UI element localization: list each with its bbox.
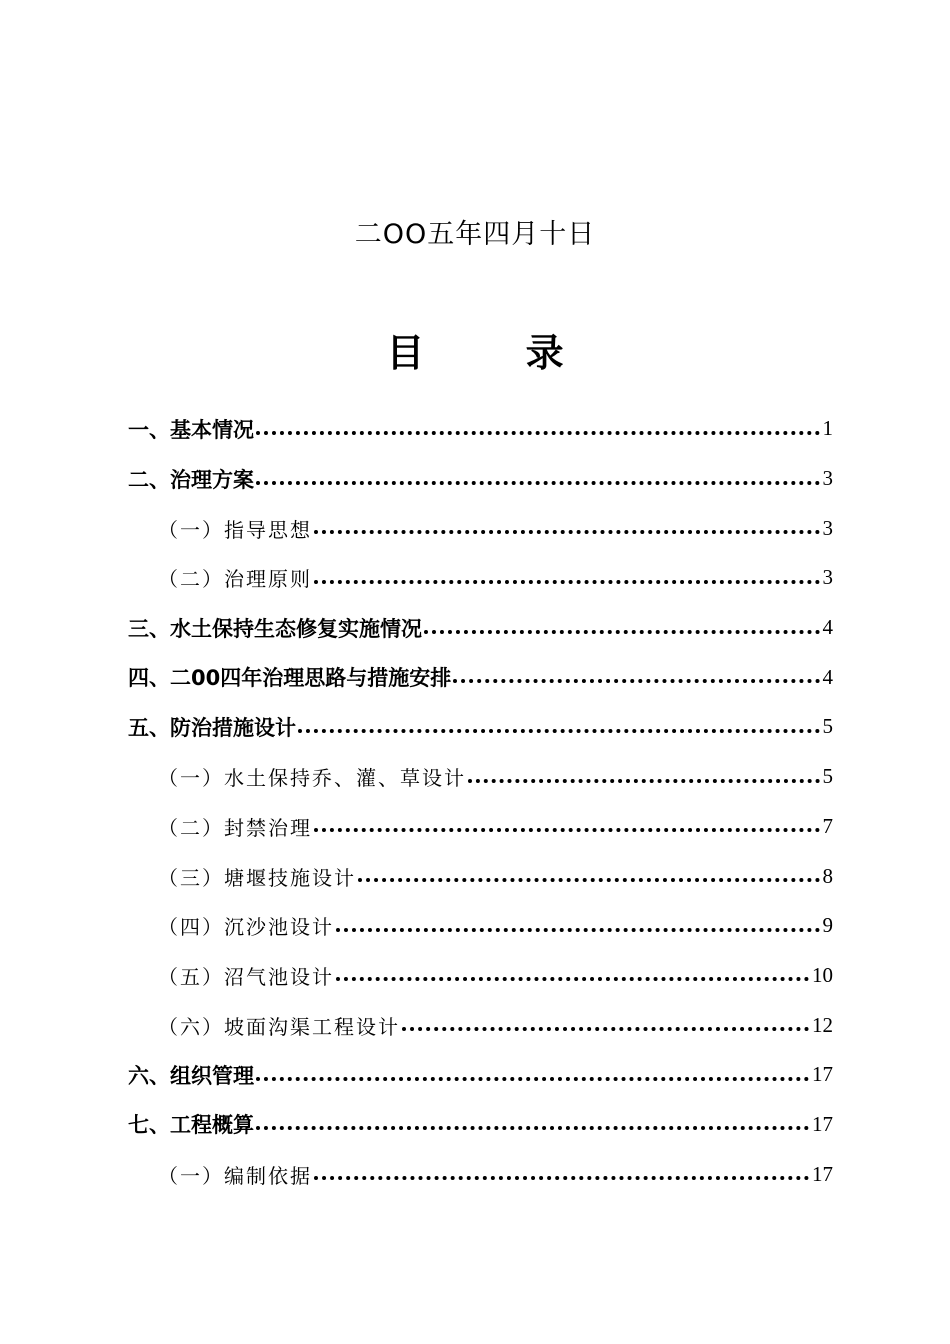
- toc-entry-label: （五）沼气池设计: [158, 964, 334, 989]
- toc-entry[interactable]: [0, 1100, 950, 1150]
- toc-subentry[interactable]: [0, 851, 950, 901]
- toc-entry-page: 8: [822, 863, 833, 888]
- toc-dot-leader: [424, 630, 820, 634]
- toc-entry-page: 17: [812, 1111, 833, 1136]
- toc-entry-label: （四）沉沙池设计: [158, 915, 334, 940]
- toc-entry-label: （一）指导思想: [158, 517, 312, 542]
- toc-entry-label: （二）治理原则: [158, 567, 312, 592]
- toc-entry-label: 五、防治措施设计: [128, 715, 296, 740]
- toc-entry[interactable]: [0, 603, 950, 653]
- toc-entry[interactable]: [0, 652, 950, 702]
- toc-entry-page: 3: [822, 515, 833, 540]
- toc-dot-leader: [314, 580, 820, 584]
- toc-entry-page: 9: [822, 913, 833, 938]
- toc-entry-page: 5: [822, 714, 833, 739]
- toc-entry-label: （三）塘堰技施设计: [158, 865, 356, 890]
- toc-entry-label: （一）编制依据: [158, 1163, 312, 1188]
- table-of-contents: [0, 404, 950, 1199]
- toc-entry-page: 10: [812, 962, 833, 987]
- toc-dot-leader: [336, 977, 809, 981]
- toc-dot-leader: [256, 1126, 809, 1130]
- document-date: 二OO五年四月十日: [354, 219, 596, 250]
- toc-entry[interactable]: [0, 702, 950, 752]
- toc-subentry[interactable]: [0, 503, 950, 553]
- toc-entry-page: 12: [812, 1012, 833, 1037]
- toc-dot-leader: [298, 729, 820, 733]
- toc-entry-page: 17: [812, 1161, 833, 1186]
- toc-entry[interactable]: [0, 454, 950, 504]
- toc-title: 目 录: [386, 331, 608, 375]
- toc-dot-leader: [256, 481, 820, 485]
- toc-entry-page: 3: [822, 466, 833, 491]
- toc-dot-leader: [402, 1027, 809, 1031]
- toc-dot-leader: [256, 431, 820, 435]
- toc-entry-label: 七、工程概算: [128, 1113, 254, 1138]
- toc-entry-page: 17: [812, 1062, 833, 1087]
- toc-entry-label: 一、基本情况: [128, 417, 254, 442]
- toc-dot-leader: [336, 928, 820, 932]
- toc-dot-leader: [453, 679, 819, 683]
- toc-entry-label: 三、水土保持生态修复实施情况: [128, 616, 422, 641]
- toc-entry-label: 六、组织管理: [128, 1063, 254, 1088]
- toc-subentry[interactable]: [0, 752, 950, 802]
- toc-dot-leader: [314, 828, 820, 832]
- toc-entry-label: 四、二00四年治理思路与措施安排: [128, 666, 452, 691]
- toc-entry-page: 3: [822, 565, 833, 590]
- toc-entry[interactable]: [0, 404, 950, 454]
- toc-entry-label: 二、治理方案: [128, 467, 254, 492]
- toc-subentry[interactable]: [0, 901, 950, 951]
- toc-dot-leader: [468, 779, 820, 783]
- toc-entry-page: 7: [822, 813, 833, 838]
- toc-subentry[interactable]: [0, 1000, 950, 1050]
- toc-dot-leader: [314, 530, 820, 534]
- toc-subentry[interactable]: [0, 553, 950, 603]
- toc-entry-page: 4: [822, 664, 833, 689]
- toc-subentry[interactable]: [0, 802, 950, 852]
- toc-entry-page: 4: [822, 615, 833, 640]
- toc-dot-leader: [358, 878, 820, 882]
- toc-subentry[interactable]: [0, 951, 950, 1001]
- toc-entry[interactable]: [0, 1050, 950, 1100]
- toc-entry-label: （二）封禁治理: [158, 815, 312, 840]
- toc-dot-leader: [256, 1077, 809, 1081]
- toc-entry-label: （六）坡面沟渠工程设计: [158, 1014, 400, 1039]
- toc-entry-page: 1: [822, 416, 833, 441]
- toc-dot-leader: [314, 1176, 809, 1180]
- toc-entry-page: 5: [822, 764, 833, 789]
- toc-entry-label: （一）水土保持乔、灌、草设计: [158, 766, 466, 791]
- toc-subentry[interactable]: [0, 1149, 950, 1199]
